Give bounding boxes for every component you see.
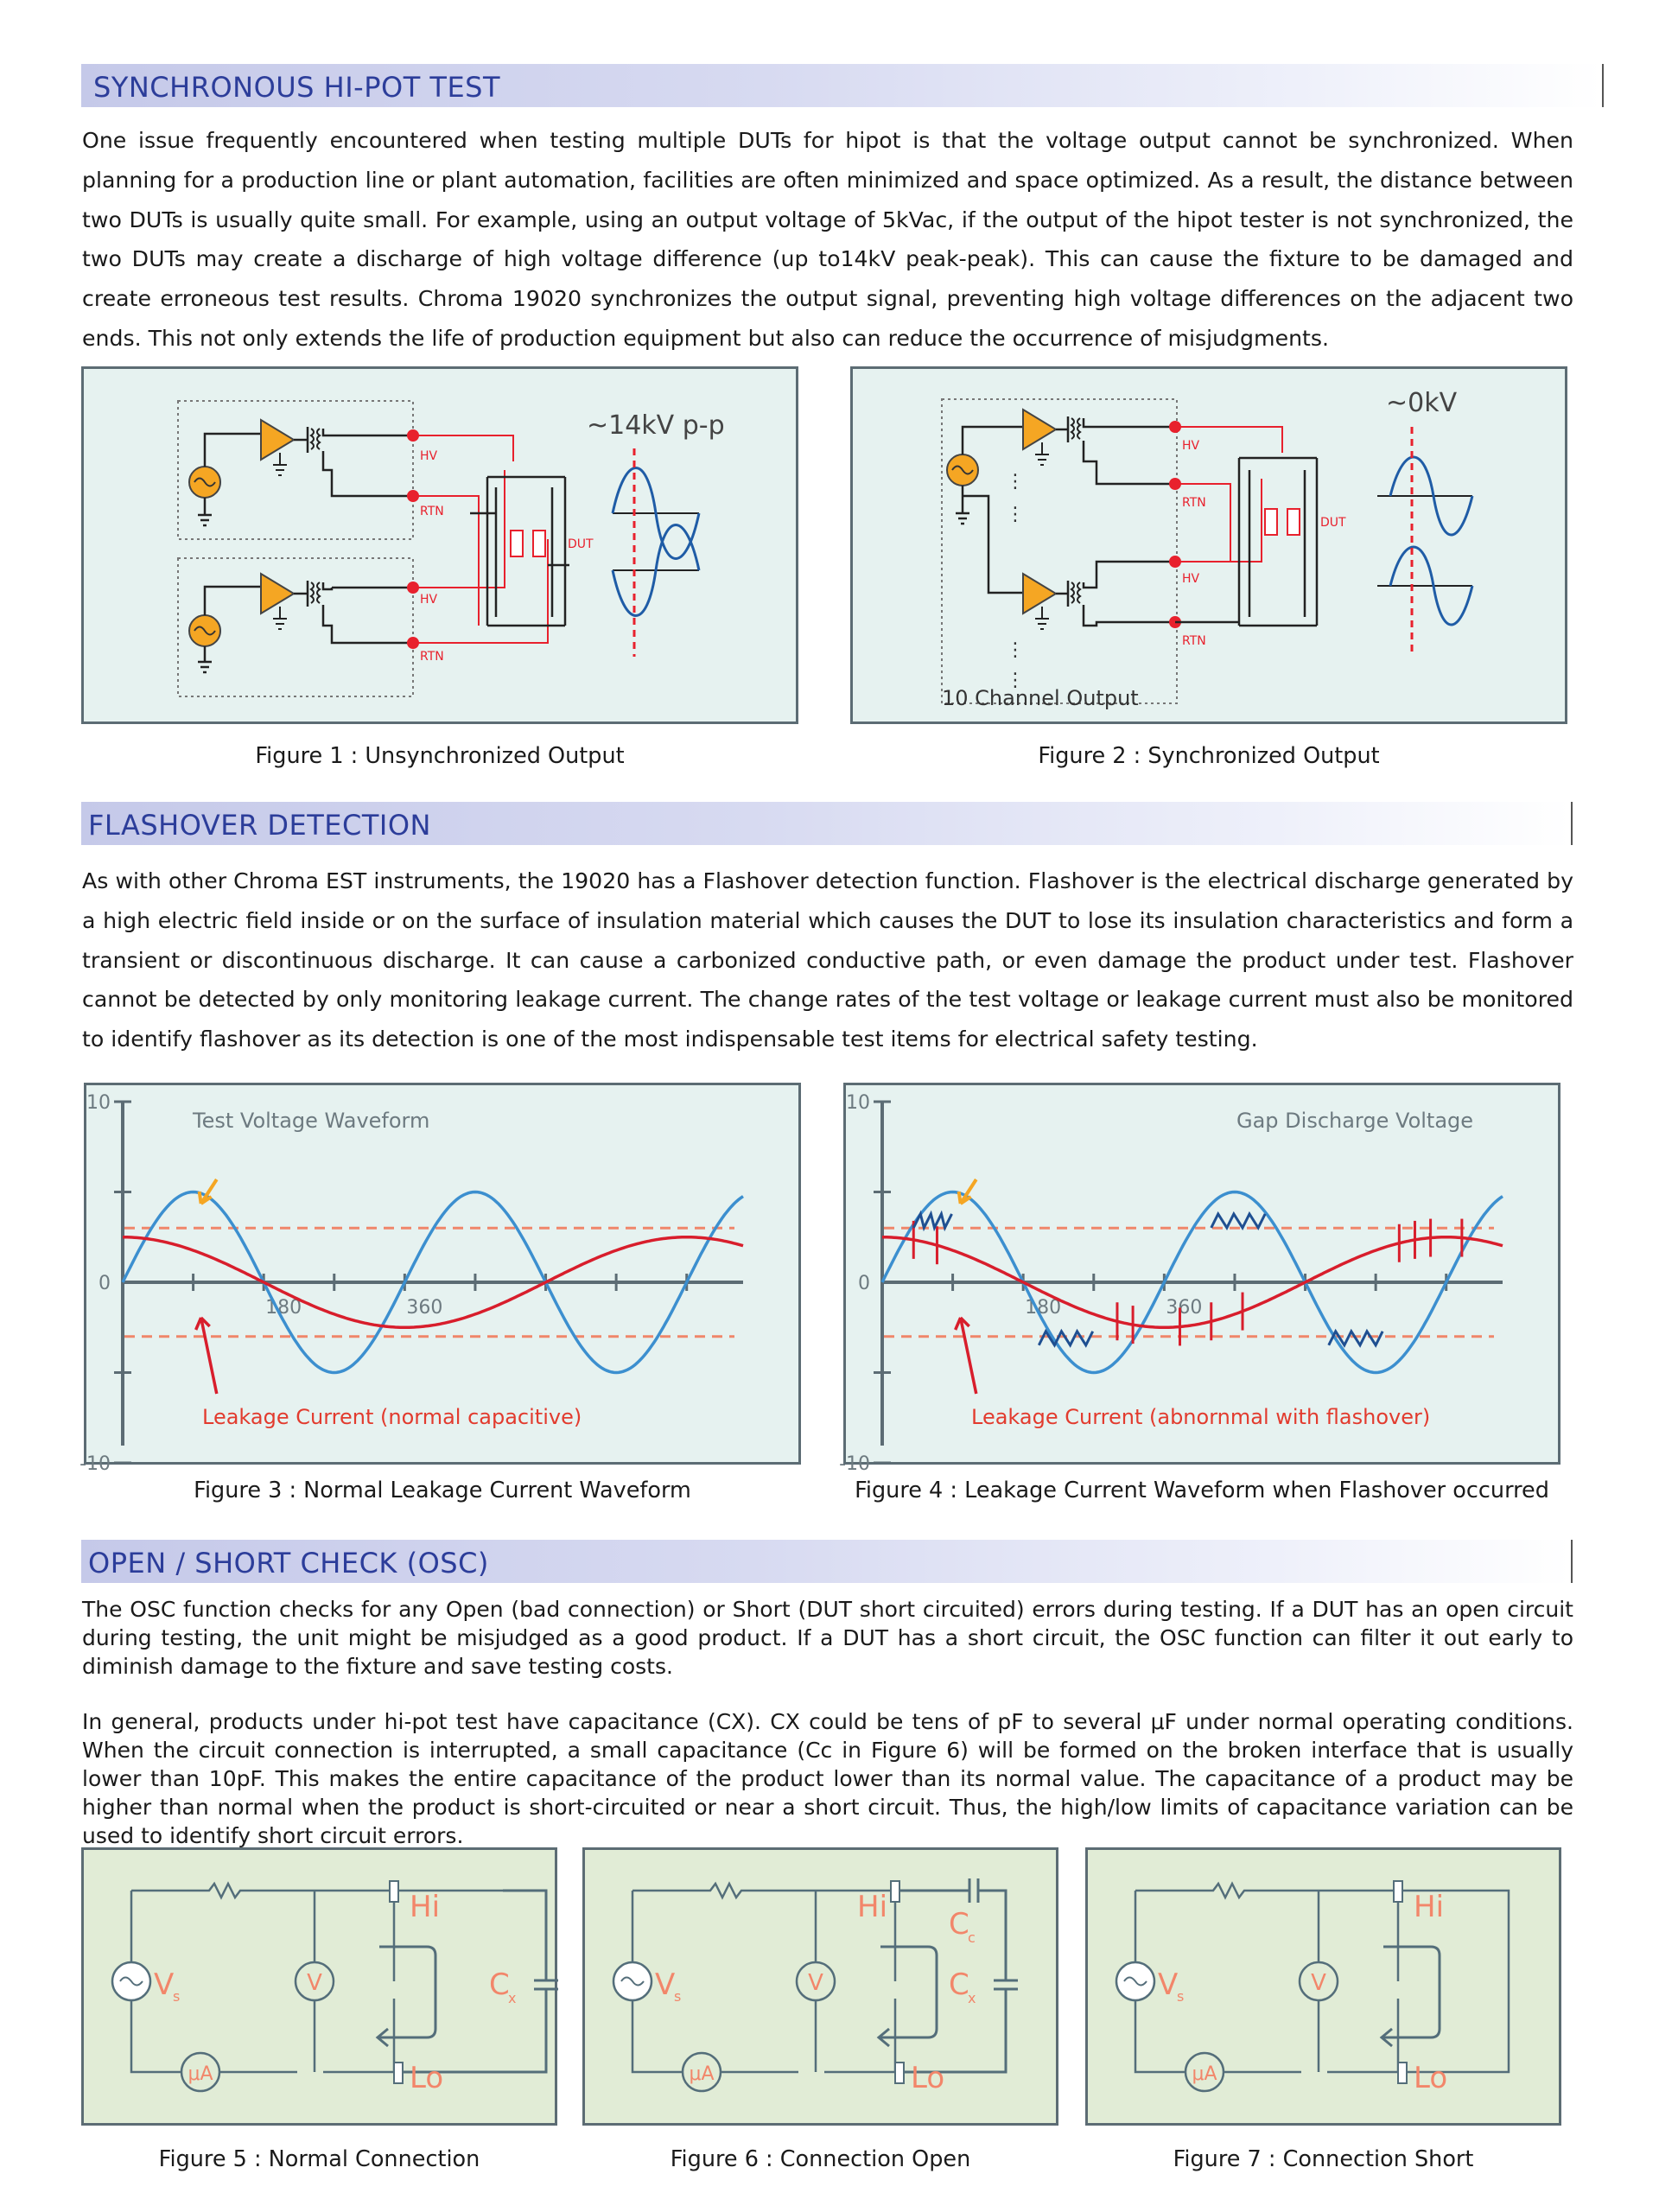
leakage-current-label: Leakage Current (normal capacitive) — [202, 1405, 582, 1429]
figure-5-caption: Figure 5 : Normal Connection — [158, 2146, 480, 2172]
svg-text:⋮: ⋮ — [1006, 670, 1025, 691]
hv-label: HV — [1182, 572, 1200, 586]
ac-source-icon — [189, 467, 220, 498]
svg-text:C: C — [489, 1967, 510, 2002]
svg-text:⋮: ⋮ — [1006, 639, 1025, 661]
figure-3-chart — [79, 1083, 801, 1475]
svg-text:s: s — [173, 1988, 181, 2005]
svg-text:Lo: Lo — [911, 2061, 945, 2095]
section-title: SYNCHRONOUS HI-POT TEST — [93, 71, 501, 104]
svg-text:V: V — [1158, 1967, 1179, 2002]
y-tick-label: 10 — [846, 1092, 870, 1114]
svg-text:μA: μA — [188, 2063, 213, 2085]
dut-label: DUT — [568, 537, 594, 551]
dut-label: DUT — [1320, 516, 1346, 530]
svg-text:s: s — [674, 1988, 682, 2005]
svg-text:s: s — [1177, 1988, 1185, 2005]
svg-text:V: V — [655, 1967, 676, 2002]
x-tick-label: 360 — [1166, 1297, 1203, 1319]
ac-source-icon — [947, 454, 978, 486]
hv-label: HV — [420, 449, 438, 463]
osc-paragraph-1: The OSC function checks for any Open (bad connection) or Short (DUT short circuited) errors during testing. If a DUT has an open circuit during testing, the unit might be misjudged as a good product. If a DUT has a short circuit, the OSC function can filter it out early to diminish damage to the fixture and save testing costs. — [82, 1597, 1573, 1679]
gap-discharge-label: Gap Discharge Voltage — [1236, 1109, 1474, 1133]
hv-label: HV — [420, 593, 438, 607]
rtn-label: RTN — [420, 505, 444, 518]
section-title: FLASHOVER DETECTION — [88, 809, 431, 842]
svg-text:⋮: ⋮ — [1006, 471, 1025, 493]
svg-text:V: V — [808, 1970, 823, 1996]
svg-text:c: c — [968, 1929, 976, 1946]
figure-1-caption: Figure 1 : Unsynchronized Output — [255, 743, 625, 769]
svg-text:Hi: Hi — [857, 1890, 888, 1924]
svg-text:C: C — [949, 1907, 969, 1942]
flashover-paragraph: As with other Chroma EST instruments, the 19020 has a Flashover detection function. Flashover is the electrical discharge generated by a high electric field inside or on the surface of insulation material which causes the DUT to lose its insulation characteristics and form a transient or discontinuous discharge. It can cause a carbonized conductive path, or even damage the product under test. Flashover cannot be detected by only monitoring leakage current. The change rates of the test voltage or leakage current must also be monitored to identify flashover as its detection is one of the most indispensable test items for electrical safety testing. — [82, 868, 1573, 1052]
dut-resistor-icon — [511, 531, 523, 556]
hv-label: HV — [1182, 439, 1200, 453]
x-tick-label: 180 — [265, 1297, 302, 1319]
svg-text:V: V — [1311, 1970, 1326, 1996]
dut-resistor-icon — [1287, 509, 1300, 535]
svg-text:μA: μA — [1192, 2063, 1217, 2085]
figure-1-unsynchronized — [81, 366, 798, 724]
svg-text:Hi: Hi — [1414, 1890, 1445, 1924]
y-tick-label: 0 — [858, 1273, 870, 1294]
x-tick-label: 360 — [406, 1297, 443, 1319]
svg-text:μA: μA — [689, 2063, 715, 2085]
figure-6-connection-open — [582, 1847, 1058, 2126]
figure-4-chart — [839, 1083, 1560, 1475]
y-tick-label: 0 — [99, 1273, 111, 1294]
y-tick-label: -10 — [839, 1453, 870, 1475]
figure-4-caption: Figure 4 : Leakage Current Waveform when Flashover occurred — [855, 1478, 1549, 1503]
channel-output-label: 10 Channel Output — [942, 686, 1139, 710]
figure-3-caption: Figure 3 : Normal Leakage Current Waveform — [194, 1478, 691, 1503]
svg-text:C: C — [949, 1967, 969, 2002]
svg-text:⋮: ⋮ — [1006, 504, 1025, 525]
svg-text:x: x — [508, 1990, 517, 2006]
figure-2-caption: Figure 2 : Synchronized Output — [1038, 743, 1380, 769]
y-tick-label: 10 — [86, 1092, 111, 1114]
section-title: OPEN / SHORT CHECK (OSC) — [88, 1547, 489, 1580]
ac-source-icon — [189, 615, 220, 646]
rtn-label: RTN — [1182, 634, 1206, 648]
rtn-label: RTN — [1182, 496, 1206, 510]
test-voltage-label: Test Voltage Waveform — [193, 1109, 430, 1133]
dut-resistor-icon — [533, 531, 545, 556]
rtn-label: RTN — [420, 650, 444, 664]
svg-text:Hi: Hi — [410, 1890, 441, 1924]
section-header-osc — [81, 1540, 1573, 1583]
amplitude-label: ~0kV — [1386, 388, 1458, 418]
y-tick-label: -10 — [79, 1453, 111, 1475]
svg-text:x: x — [968, 1990, 976, 2006]
section-header-sync — [81, 64, 1604, 107]
osc-paragraph-2: In general, products under hi-pot test have capacitance (CX). CX could be tens of pF to several μF under normal operating conditions. When the circuit connection is interrupted, a small capacitance (Cc in Figure 6) will be formed on the broken interface that is usually lower than 10pF. This makes the entire capacitance of the product lower than its normal value. The capacitance of a product may be higher than normal when the product is short-circuited or near a short circuit. Thus, the high/low limits of capacitance variation can be used to identify short circuit errors. — [82, 1709, 1573, 1848]
figure-6-caption: Figure 6 : Connection Open — [670, 2146, 971, 2172]
leakage-current-label: Leakage Current (abnornmal with flashover) — [971, 1405, 1431, 1429]
svg-text:Lo: Lo — [410, 2061, 444, 2095]
figure-7-connection-short — [1085, 1847, 1561, 2126]
figure-5-normal-connection — [81, 1847, 557, 2126]
x-tick-label: 180 — [1025, 1297, 1062, 1319]
dut-resistor-icon — [1265, 509, 1277, 535]
figure-2-synchronized — [850, 366, 1567, 724]
figure-7-caption: Figure 7 : Connection Short — [1173, 2146, 1474, 2172]
sync-paragraph: One issue frequently encountered when testing multiple DUTs for hipot is that the voltage output cannot be synchronized. When planning for a production line or plant automation, facilities are often minimized and space optimized. As a result, the distance between two DUTs is usually quite small. For example, using an output voltage of 5kVac, if the output of the hipot tester is not synchronized, the two DUTs may create a discharge of high voltage difference (up to14kV peak-peak). This can cause the fixture to be damaged and create erroneous test results. Chroma 19020 synchronizes the output signal, preventing high voltage differences on the adjacent two ends. This not only extends the life of production equipment but also can reduce the occurrence of misjudgments. — [82, 128, 1573, 351]
svg-text:V: V — [154, 1967, 175, 2002]
svg-text:Lo: Lo — [1414, 2061, 1448, 2095]
svg-text:V: V — [307, 1970, 322, 1996]
amplitude-label: ~14kV p-p — [587, 410, 725, 441]
section-header-flashover — [81, 802, 1573, 845]
